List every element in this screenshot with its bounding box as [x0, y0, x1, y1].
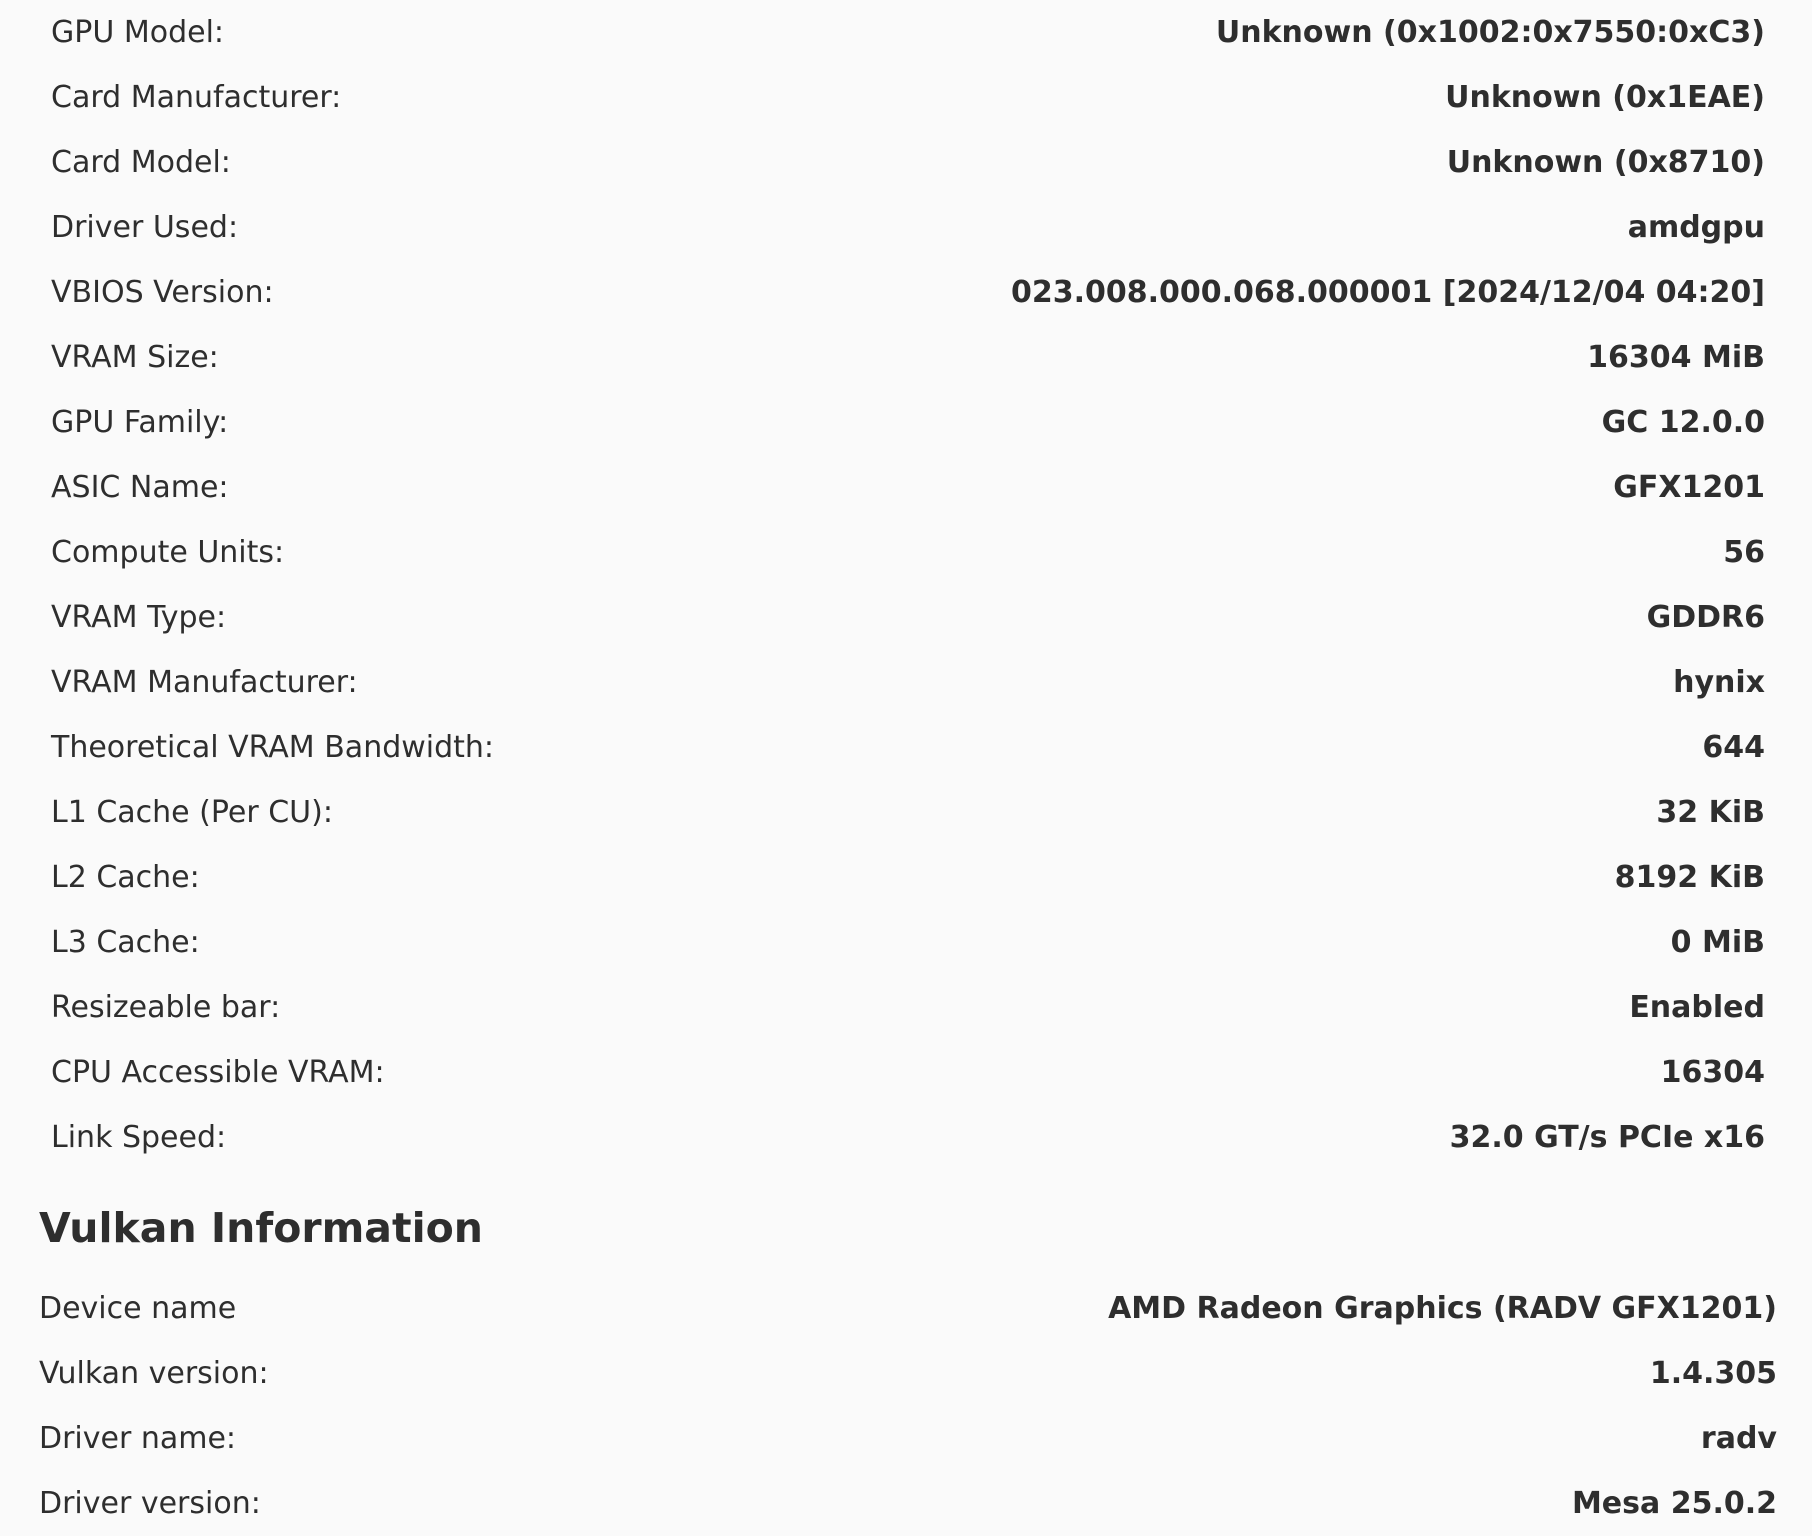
row-value: radv	[1700, 1421, 1777, 1456]
row-value: Unknown (0x1002:0x7550:0xC3)	[1215, 15, 1765, 50]
row-value: Mesa 25.0.2	[1571, 1486, 1777, 1521]
info-row-vram-size	[51, 325, 1765, 390]
row-label: ASIC Name:	[51, 470, 229, 505]
row-label: Theoretical VRAM Bandwidth:	[51, 730, 495, 765]
row-value: Enabled	[1629, 990, 1765, 1025]
vulkan-row-vulkan-version	[39, 1341, 1777, 1406]
vulkan-row-driver-version	[39, 1471, 1777, 1536]
info-row-l3-cache	[51, 910, 1765, 975]
row-label: VRAM Size:	[51, 340, 219, 375]
info-row-l1-cache	[51, 780, 1765, 845]
info-row-asic-name	[51, 455, 1765, 520]
row-value: 644	[1702, 730, 1765, 765]
row-label: GPU Family:	[51, 405, 229, 440]
info-row-gpu-family	[51, 390, 1765, 455]
info-row-vram-manufacturer	[51, 650, 1765, 715]
info-row-driver-used	[51, 195, 1765, 260]
row-label: Link Speed:	[51, 1120, 227, 1155]
row-label: L2 Cache:	[51, 860, 200, 895]
row-label: GPU Model:	[51, 15, 225, 50]
row-value: GFX1201	[1613, 470, 1765, 505]
info-row-compute-units	[51, 520, 1765, 585]
info-row-vram-type	[51, 585, 1765, 650]
info-row-cpu-accessible-vram	[51, 1040, 1765, 1105]
vulkan-section-title: Vulkan Information	[39, 1204, 483, 1252]
row-label: L3 Cache:	[51, 925, 200, 960]
info-row-resizeable-bar	[51, 975, 1765, 1040]
row-value: 32.0 GT/s PCIe x16	[1449, 1120, 1765, 1155]
row-value: 023.008.000.068.000001 [2024/12/04 04:20]	[1010, 275, 1765, 310]
row-label: Driver name:	[39, 1421, 237, 1456]
row-label: VBIOS Version:	[51, 275, 274, 310]
row-label: Card Model:	[51, 145, 231, 180]
row-label: CPU Accessible VRAM:	[51, 1055, 385, 1090]
info-row-card-model	[51, 130, 1765, 195]
row-value: hynix	[1673, 665, 1765, 700]
row-value: GDDR6	[1646, 600, 1765, 635]
row-value: 16304	[1660, 1055, 1765, 1090]
row-value: Unknown (0x8710)	[1446, 145, 1765, 180]
row-value: GC 12.0.0	[1601, 405, 1765, 440]
row-value: 56	[1723, 535, 1765, 570]
row-value: amdgpu	[1627, 210, 1765, 245]
row-label: L1 Cache (Per CU):	[51, 795, 333, 830]
row-label: Compute Units:	[51, 535, 285, 570]
info-row-gpu-model	[51, 0, 1765, 65]
info-row-l2-cache	[51, 845, 1765, 910]
vulkan-row-device-name	[39, 1276, 1777, 1341]
row-label: Vulkan version:	[39, 1356, 269, 1391]
row-label: VRAM Type:	[51, 600, 227, 635]
info-row-card-manufacturer	[51, 65, 1765, 130]
info-row-vram-bandwidth	[51, 715, 1765, 780]
row-label: Card Manufacturer:	[51, 80, 342, 115]
info-row-link-speed	[51, 1105, 1765, 1170]
row-value: 1.4.305	[1649, 1356, 1777, 1391]
row-label: VRAM Manufacturer:	[51, 665, 358, 700]
row-value: 0 MiB	[1670, 925, 1765, 960]
row-label: Driver version:	[39, 1486, 261, 1521]
row-label: Device name	[39, 1291, 237, 1326]
row-label: Resizeable bar:	[51, 990, 281, 1025]
gpu-info-list	[51, 0, 1765, 1170]
row-label: Driver Used:	[51, 210, 239, 245]
row-value: Unknown (0x1EAE)	[1445, 80, 1765, 115]
row-value: 32 KiB	[1656, 795, 1765, 830]
vulkan-info-list	[39, 1276, 1777, 1536]
vulkan-row-driver-name	[39, 1406, 1777, 1471]
row-value: 16304 MiB	[1587, 340, 1765, 375]
info-row-vbios-version	[51, 260, 1765, 325]
row-value: AMD Radeon Graphics (RADV GFX1201)	[1108, 1291, 1777, 1326]
row-value: 8192 KiB	[1614, 860, 1765, 895]
